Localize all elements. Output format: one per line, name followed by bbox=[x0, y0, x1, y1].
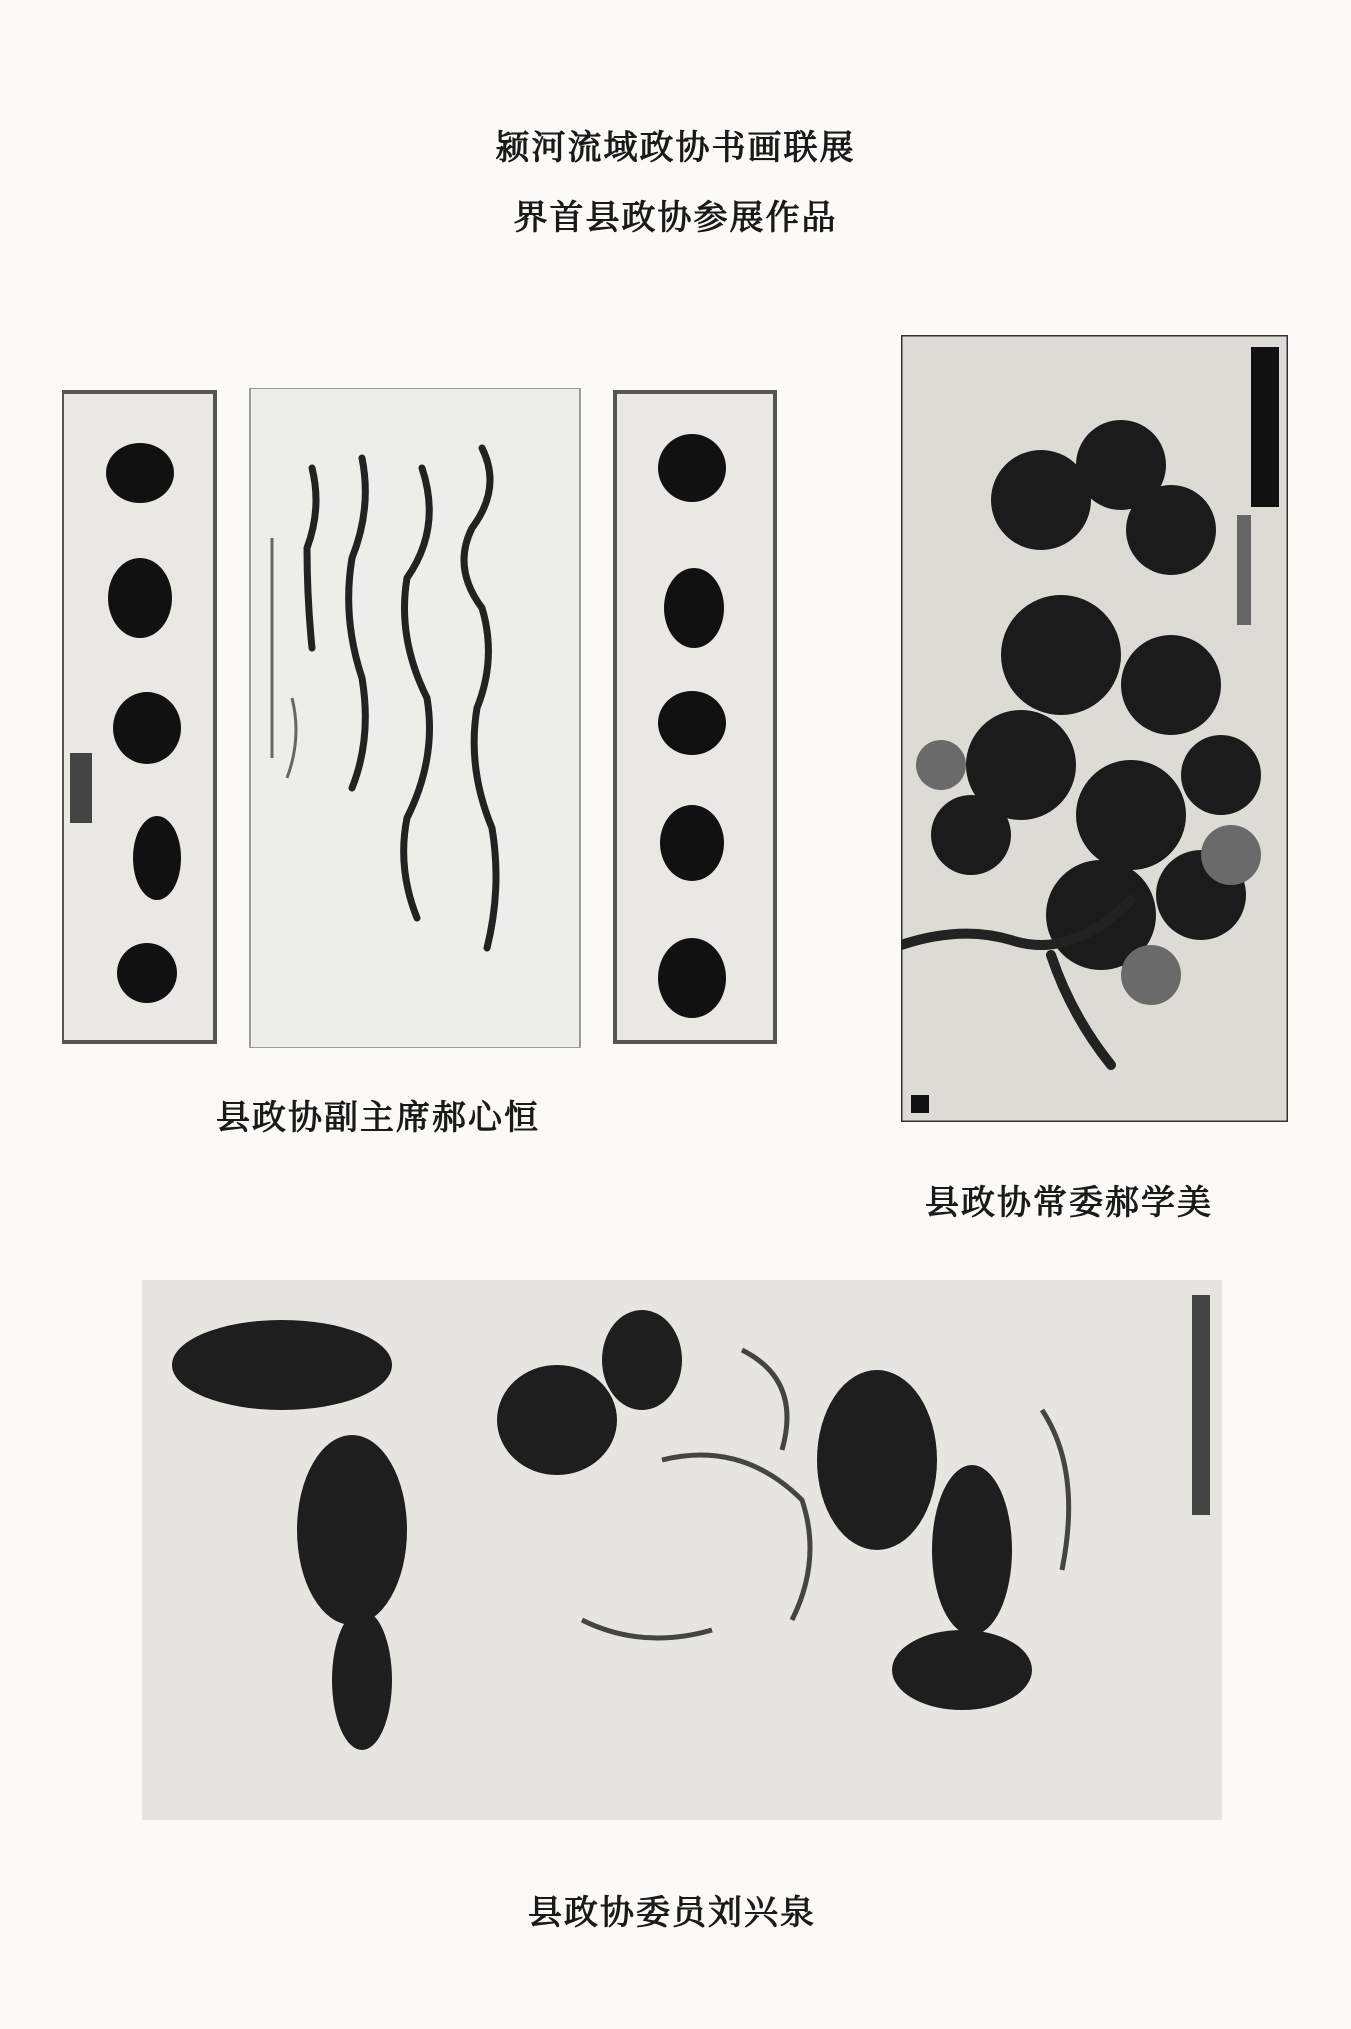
page-subtitle: 界首县政协参展作品 bbox=[513, 198, 838, 238]
donkey-painting-image bbox=[142, 1280, 1222, 1820]
flower-painting-photo bbox=[901, 335, 1288, 1122]
page-title: 颍河流域政协书画联展 bbox=[495, 128, 856, 168]
calligraphy-image bbox=[62, 388, 777, 1048]
painting-inscription bbox=[1192, 1295, 1210, 1515]
caption-hao-xinheng: 县政协副主席郝心恒 bbox=[216, 1098, 540, 1138]
caption-liu-xingquan: 县政协委员刘兴泉 bbox=[528, 1893, 816, 1933]
flower-painting-image bbox=[901, 335, 1288, 1122]
caption-hao-xuemei: 县政协常委郝学美 bbox=[925, 1183, 1213, 1223]
donkey-painting-photo bbox=[142, 1280, 1222, 1820]
middle-scroll-panel bbox=[250, 388, 580, 1048]
calligraphy-photo bbox=[62, 388, 777, 1048]
